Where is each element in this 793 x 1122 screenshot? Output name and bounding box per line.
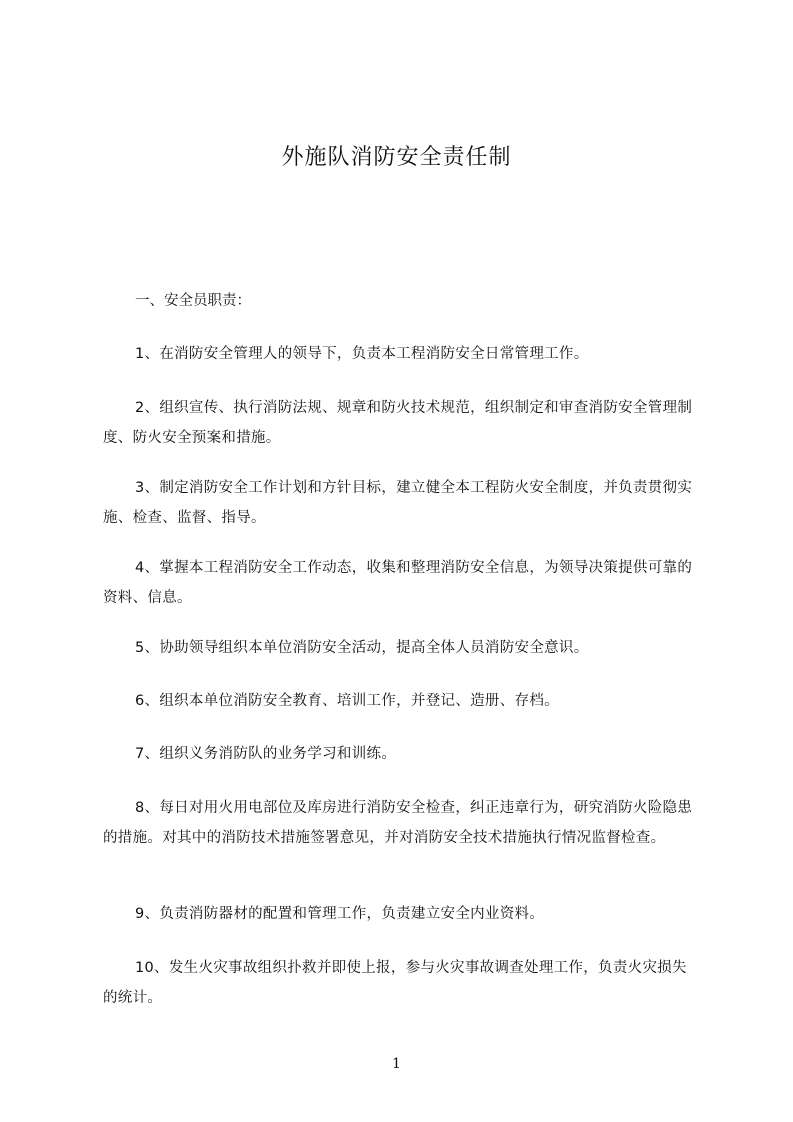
section-heading: 一、安全员职责： xyxy=(135,293,251,309)
page-number: 1 xyxy=(392,1056,401,1072)
duty-item-10: 10、发生火灾事故组织扑救并即使上报，参与火灾事故调查处理工作，负责火灾损失的统计。 xyxy=(103,960,687,1006)
duty-item-1: 1、在消防安全管理人的领导下，负责本工程消防安全日常管理工作。 xyxy=(135,346,589,362)
duty-item-5: 5、协助领导组织本单位消防安全活动，提高全体人员消防安全意识。 xyxy=(135,640,589,656)
duty-item-8: 8、每日对用火用电部位及库房进行消防安全检查，纠正违章行为，研究消防火险隐患的措施。对其中的消防技术措施签署意见，并对消防安全技术措施执行情况监督检查。 xyxy=(103,800,693,846)
duty-item-7: 7、组织义务消防队的业务学习和训练。 xyxy=(135,746,397,762)
duty-item-6: 6、组织本单位消防安全教育、培训工作，并登记、造册、存档。 xyxy=(135,693,559,709)
duty-item-4: 4、掌握本工程消防安全工作动态，收集和整理消防安全信息，为领导决策提供可靠的资料、信息。 xyxy=(103,560,693,606)
document-title: 外施队消防安全责任制 xyxy=(281,145,512,170)
duty-item-2: 2、组织宣传、执行消防法规、规章和防火技术规范，组织制定和审查消防安全管理制度、防火安全预案和措施。 xyxy=(103,400,693,446)
duty-item-3: 3、制定消防安全工作计划和方针目标，建立健全本工程防火安全制度，并负责贯彻实施、检查、监督、指导。 xyxy=(103,480,693,526)
duty-item-9: 9、负责消防器材的配置和管理工作，负责建立安全内业资料。 xyxy=(135,906,545,922)
